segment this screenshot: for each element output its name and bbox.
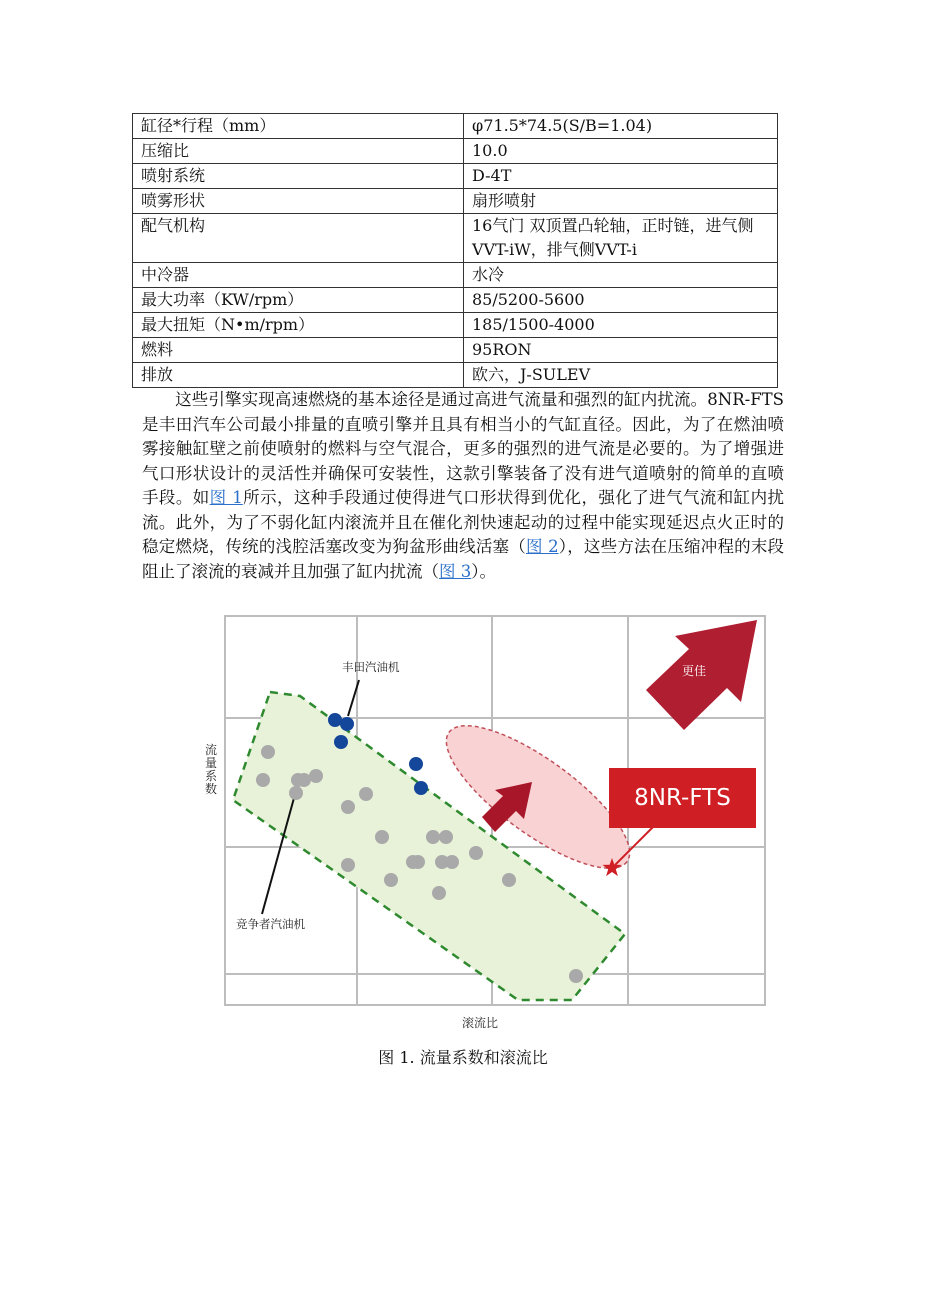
toyota-label: 丰田汽油机 [342, 660, 400, 674]
competitor-engine-point [341, 858, 355, 872]
spec-row [133, 263, 778, 288]
spec-label: 配气机构 [133, 214, 464, 263]
spec-label: 最大扭矩（N•m/rpm） [133, 313, 464, 338]
competitor-engine-point [256, 773, 270, 787]
competitor-engine-point [439, 830, 453, 844]
spec-row [133, 164, 778, 189]
spec-label: 缸径*行程（mm） [133, 114, 464, 139]
competitor-engine-point [375, 830, 389, 844]
competitor-engine-point [411, 855, 425, 869]
competitor-engine-point [432, 886, 446, 900]
competitor-engine-point [569, 969, 583, 983]
figure-1-link[interactable]: 图 1 [209, 488, 243, 507]
competitor-engine-point [297, 773, 311, 787]
spec-row [133, 139, 778, 164]
spec-row [133, 189, 778, 214]
spec-value: 扇形喷射 [464, 189, 778, 214]
x-axis-label: 滚流比 [462, 1016, 499, 1030]
spec-row [133, 288, 778, 313]
spec-label: 喷射系统 [133, 164, 464, 189]
spec-label: 喷雾形状 [133, 189, 464, 214]
spec-row [133, 214, 778, 263]
spec-value: 欧六，J-SULEV [464, 363, 778, 388]
spec-label: 燃料 [133, 338, 464, 363]
spec-value: D-4T [464, 164, 778, 189]
competitor-engine-point [445, 855, 459, 869]
spec-label: 最大功率（KW/rpm） [133, 288, 464, 313]
toyota-engine-point [414, 781, 428, 795]
toyota-engine-point [340, 717, 354, 731]
competitor-engine-point [341, 800, 355, 814]
spec-row [133, 313, 778, 338]
competitor-engine-point [426, 830, 440, 844]
toyota-engine-point [334, 735, 348, 749]
better-label: 更佳 [682, 664, 707, 678]
body-paragraph [142, 388, 784, 584]
competitor-engine-point [289, 786, 303, 800]
spec-row [133, 363, 778, 388]
competitor-label: 竞争者汽油机 [236, 917, 305, 931]
spec-label: 排放 [133, 363, 464, 388]
spec-value: φ71.5*74.5(S/B=1.04) [464, 114, 778, 139]
spec-label: 中冷器 [133, 263, 464, 288]
8nr-fts-badge: 8NR-FTS [609, 768, 756, 828]
competitor-engine-point [469, 846, 483, 860]
spec-row [133, 114, 778, 139]
spec-table [132, 113, 778, 388]
competitor-engine-point [502, 873, 516, 887]
competitor-engine-point [384, 873, 398, 887]
spec-value: 85/5200-5600 [464, 288, 778, 313]
figure-2-link[interactable]: 图 2 [525, 537, 559, 556]
figure-3-link[interactable]: 图 3 [439, 561, 472, 581]
paragraph-text-1: 这些引擎实现高速燃烧的基本途径是通过高进气流量和强烈的缸内扰流。8NR-FTS 是丰田汽车公司最小排量的直喷引擎并且具有相当小的气缸直径。因此，为了在燃油喷雾接触缸壁之前使喷射的燃料与空气混合，更多的强烈的进气流是必要的。为了增强进气口形状设计的灵活性并确保可安装性，这款引擎装备了没有进气道喷射的简单的直喷手段。如 [142, 390, 784, 507]
paragraph-text-3: ），这些方法在压缩冲程的末段阻止了滚流的衰减并且加强了缸内扰流（ [142, 537, 785, 581]
spec-value: 10.0 [464, 139, 778, 164]
spec-label: 压缩比 [133, 139, 464, 164]
spec-value: 水冷 [464, 263, 778, 288]
competitor-engine-point [309, 769, 323, 783]
figure-caption: 图 1. 流量系数和滚流比 [378, 1048, 548, 1067]
spec-value: 185/1500-4000 [464, 313, 778, 338]
spec-value: 16气门 双顶置凸轮轴，正时链，进气侧VVT-iW，排气侧VVT-i [464, 214, 778, 263]
paragraph-text-2: 所示，这种手段通过使得进气口形状得到优化，强化了进气气流和缸内扰流。此外，为了不弱化缸内滚流并且在催化剂快速起动的过程中能实现延迟点火正时的稳定燃烧，传统的浅腔活塞改变为狗盆形曲线活塞（ [142, 488, 785, 556]
y-axis-label: 流量系数 [204, 743, 217, 796]
paragraph-text-4: ）。 [471, 561, 496, 581]
competitor-engine-point [359, 787, 373, 801]
toyota-engine-point [328, 713, 342, 727]
competitor-engine-point [261, 745, 275, 759]
figure-1 [200, 612, 785, 1032]
spec-value: 95RON [464, 338, 778, 363]
spec-row [133, 338, 778, 363]
toyota-engine-point [409, 757, 423, 771]
